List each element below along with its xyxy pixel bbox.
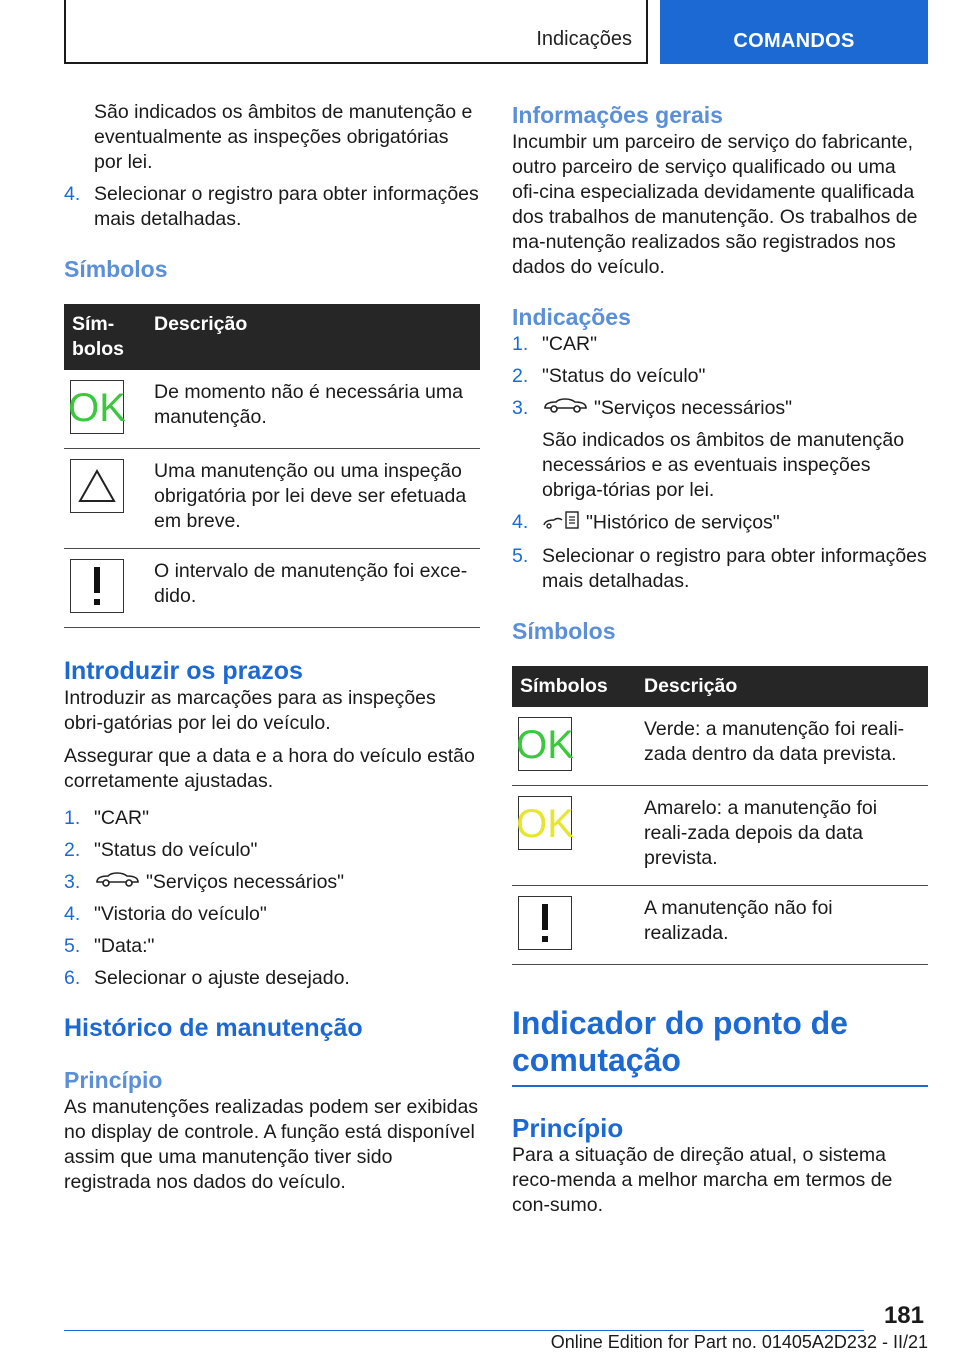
deadlines-paragraph-1: Introduzir as marcações para as inspeções obri-gatórias por lei do veículo. [64, 687, 436, 734]
table-row [64, 370, 480, 449]
svg-text:OK: OK [516, 802, 574, 847]
table-row [64, 549, 480, 628]
principle-paragraph: As manutenções realizadas podem ser exibidas no display de controle. A função está disponível assim que uma manutenção tiver sido registrada nos dados do veículo. [64, 1096, 479, 1194]
exclamation-icon [518, 896, 572, 950]
shift-principle-paragraph: Para a situação de direção atual, o sistema reco-menda a melhor marcha em termos de con-sumo. [512, 1144, 893, 1217]
list-item: 4. "Histórico de serviços" [512, 510, 928, 537]
section-tab [64, 0, 648, 64]
table-cell-description: A manutenção não foi realizada. [636, 886, 928, 965]
section-title: Indicações [536, 28, 632, 50]
table-row [512, 786, 928, 886]
symbols-table [512, 666, 928, 965]
table-header-row [64, 304, 480, 370]
ok-yellow-icon [518, 796, 572, 850]
symbols-heading: Símbolos [512, 618, 616, 645]
shift-indicator-heading: Indicador do ponto de comutação [512, 1005, 928, 1087]
ok-icon [70, 380, 124, 434]
table-header-symbols: Símbolos [512, 666, 636, 707]
footer-divider [64, 1330, 864, 1331]
list-item: 2. "Status do veículo" [64, 839, 258, 861]
page-number: 181 [883, 1302, 924, 1329]
table-cell-description: O intervalo de manutenção foi exce-dido. [146, 549, 480, 628]
step-3-continuation: São indicados os âmbitos de manutenção necessários e as eventuais inspeções obriga-tórias por lei. [542, 429, 905, 502]
intro-steps [64, 182, 480, 232]
table-cell-description: Verde: a manutenção foi reali-zada dentro da data prevista. [636, 707, 928, 786]
car-service-icon [94, 870, 140, 895]
car-service-icon [542, 396, 588, 421]
deadlines-heading: Introduzir os prazos [64, 657, 303, 685]
list-item: 5. Selecionar o registro para obter informações mais detalhadas. [512, 545, 927, 593]
left-column [64, 100, 480, 1195]
svg-text:OK: OK [68, 386, 126, 430]
principle-heading: Princípio [64, 1067, 163, 1094]
list-item: 4. "Vistoria do veículo" [64, 903, 267, 926]
table-header-row [512, 666, 928, 707]
indications-heading: Indicações [512, 304, 631, 330]
table-row [512, 707, 928, 786]
table-header-symbols: Sím- bolos [64, 304, 146, 370]
list-item: 6. Selecionar o ajuste desejado. [64, 967, 350, 990]
deadlines-steps [64, 806, 480, 991]
warning-triangle-icon [70, 459, 124, 513]
svg-text:OK: OK [516, 723, 574, 768]
shift-principle-heading: Princípio [512, 1113, 624, 1144]
right-column [512, 100, 928, 1218]
history-heading: Histórico de manutenção [64, 1014, 363, 1043]
edition-text: Online Edition for Part no. 01405A2D232 - II/21 [550, 1332, 928, 1352]
list-item: 3. "Serviços necessários" São indicados os âmbitos de manutenção necessários e as eventuais inspeções obriga-tórias por lei. [512, 396, 928, 503]
general-heading: Informações gerais [512, 102, 723, 128]
general-paragraph: Incumbir um parceiro de serviço do fabricante, outro parceiro de serviço qualificado ou uma ofi-cina especializada devidamente qualificada dos trabalhos de manutenção. Os trabalhos de ma-nutenção realizados são registrados nos dados do veículo. [512, 131, 918, 278]
symbols-table [64, 304, 480, 628]
exclamation-icon [70, 559, 124, 613]
list-item: 2. "Status do veículo" [512, 365, 706, 387]
table-header-description: Descrição [146, 304, 480, 370]
table-cell-description: Amarelo: a manutenção foi reali-zada depois da data prevista. [636, 786, 928, 886]
page-header [64, 0, 928, 64]
table-cell-description: De momento não é necessária uma manutenção. [146, 370, 480, 449]
list-item: 5. "Data:" [64, 935, 155, 958]
service-history-icon [542, 510, 580, 537]
list-item: 4. Selecionar o registro para obter informações mais detalhadas. [64, 183, 479, 230]
symbols-heading: Símbolos [64, 256, 168, 282]
intro-continuation: São indicados os âmbitos de manutenção e eventualmente as inspeções obrigatórias por lei. [94, 101, 473, 173]
chapter-title: COMANDOS [733, 30, 855, 52]
indications-steps [512, 332, 928, 594]
table-row [64, 449, 480, 549]
list-item: 1. "CAR" [512, 333, 598, 355]
ok-green-icon [518, 717, 572, 771]
table-row [512, 886, 928, 965]
list-item: 3. "Serviços necessários" [64, 870, 480, 895]
deadlines-paragraph-2: Assegurar que a data e a hora do veículo estão corretamente ajustadas. [64, 745, 475, 792]
chapter-tab [660, 0, 928, 64]
table-cell-description: Uma manutenção ou uma inspeção obrigatória por lei deve ser efetuada em breve. [146, 449, 480, 549]
list-item: 1. "CAR" [64, 807, 150, 829]
table-header-description: Descrição [636, 666, 928, 707]
